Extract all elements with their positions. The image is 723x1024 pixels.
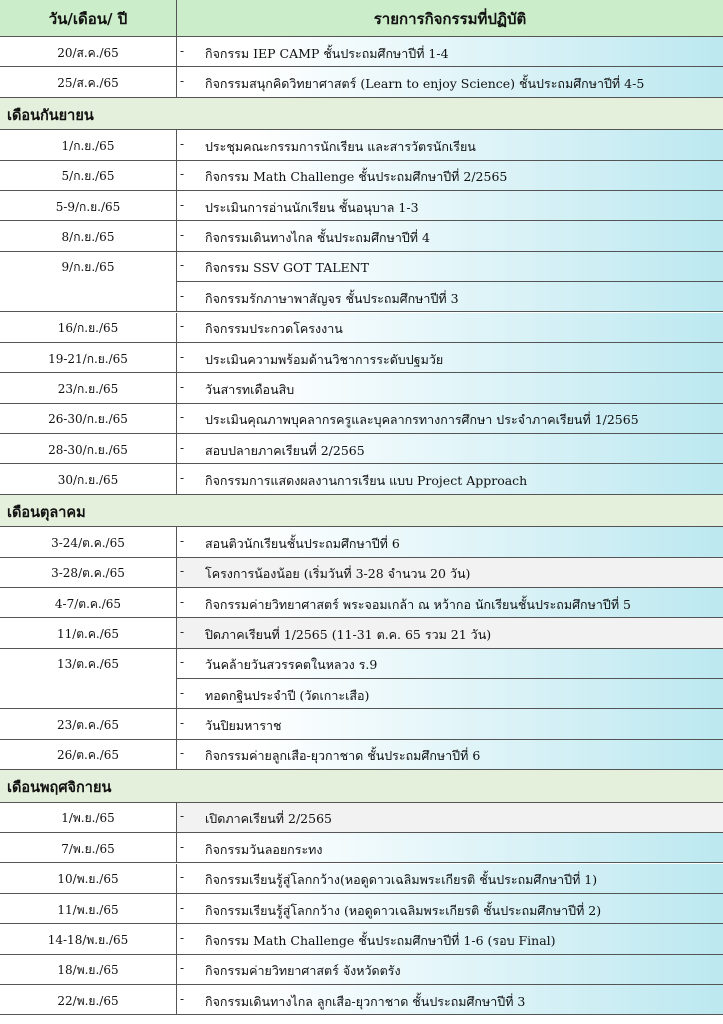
activity-cell: ประเมินการอ่านนักเรียน ชั้นอนุบาล 1-3 <box>205 199 419 215</box>
bullet-dash: - <box>180 470 185 485</box>
bullet-dash: - <box>180 74 185 89</box>
date-cell: 11/พ.ย./65 <box>57 902 119 917</box>
table-row <box>0 527 723 557</box>
table-row <box>0 282 723 312</box>
table-row <box>0 924 723 954</box>
activity-cell: กิจกรรมเดินทางไกล ชั้นประถมศึกษาปีที่ 4 <box>205 230 430 246</box>
date-cell: 3-24/ต.ค./65 <box>51 535 125 550</box>
activity-cell: กิจกรรมการแสดงผลงานการเรียน แบบ Project Approach <box>205 472 528 488</box>
bullet-dash: - <box>180 137 185 152</box>
table-row <box>0 343 723 373</box>
bullet-dash: - <box>180 167 185 182</box>
bullet-dash: - <box>180 594 185 609</box>
activity-cell: โครงการน้องน้อย (เริ่มวันที่ 3-28 จำนวน 20 วัน) <box>205 566 471 582</box>
month-title: เดือนตุลาคม <box>7 503 86 521</box>
date-cell: 26-30/ก.ย./65 <box>48 412 128 427</box>
month-title: เดือนพฤศจิกายน <box>7 779 112 797</box>
bullet-dash: - <box>180 440 185 455</box>
table-row <box>0 618 723 648</box>
table-row <box>0 404 723 434</box>
table-row <box>0 679 723 709</box>
table-row <box>0 37 723 67</box>
table-row <box>0 130 723 160</box>
bullet-dash: - <box>180 900 185 915</box>
activity-cell: ประเมินความพร้อมด้านวิชาการระดับปฐมวัย <box>205 351 444 367</box>
table-row <box>0 740 723 770</box>
activity-cell: กิจกรรม SSV GOT TALENT <box>205 260 369 276</box>
date-cell: 18/พ.ย./65 <box>57 963 119 978</box>
table-row <box>0 803 723 833</box>
activity-cell: กิจกรรมสนุกคิดวิทยาศาสตร์ (Learn to enjoy Science) ชั้นประถมศึกษาปีที่ 4-5 <box>205 76 645 92</box>
date-cell: 26/ต.ค./65 <box>56 748 120 763</box>
activity-cell: เปิดภาคเรียนที่ 2/2565 <box>205 811 332 827</box>
header-activity: รายการกิจกรรมที่ปฏิบัติ <box>373 10 527 28</box>
activity-cell: ทอดกฐินประจำปี (วัดเกาะเสือ) <box>205 687 370 703</box>
date-cell: 10/พ.ย./65 <box>57 872 119 887</box>
bullet-dash: - <box>180 379 185 394</box>
date-cell: 5-9/ก.ย./65 <box>55 199 121 214</box>
bullet-dash: - <box>180 533 185 548</box>
bullet-dash: - <box>180 839 185 854</box>
date-cell: 28-30/ก.ย./65 <box>48 442 128 457</box>
date-cell: 14-18/พ.ย./65 <box>47 932 129 947</box>
bullet-dash: - <box>180 961 185 976</box>
bullet-dash: - <box>180 410 185 425</box>
bullet-dash: - <box>180 746 185 761</box>
activity-cell: กิจกรรมเดินทางไกล ลูกเสือ-ยุวกาชาด ชั้นประถมศึกษาปีที่ 3 <box>205 993 526 1009</box>
table-row <box>0 649 723 679</box>
table-row <box>0 864 723 894</box>
bullet-dash: - <box>180 288 185 303</box>
date-cell: 25/ส.ค./65 <box>57 76 119 91</box>
month-row <box>0 495 723 528</box>
table-row <box>0 252 723 282</box>
table-row <box>0 558 723 588</box>
activity-cell: กิจกรรม Math Challenge ชั้นประถมศึกษาปีที่ 1-6 (รอบ Final) <box>205 932 556 948</box>
date-cell: 23/ต.ค./65 <box>56 718 120 733</box>
activity-cell: ประเมินคุณภาพบุคลากรครูและบุคลากรทางการศึกษา ประจำภาคเรียนที่ 1/2565 <box>205 412 639 428</box>
activity-cell: วันสารทเดือนสิบ <box>205 381 295 397</box>
table-row <box>0 955 723 985</box>
activity-cell: กิจกรรม IEP CAMP ชั้นประถมศึกษาปีที่ 1-4 <box>205 45 449 61</box>
month-title: เดือนกันยายน <box>7 107 94 125</box>
date-cell: 16/ก.ย./65 <box>57 321 119 336</box>
table-row <box>0 985 723 1015</box>
table-header <box>0 0 723 37</box>
activity-cell: ประชุมคณะกรรมการนักเรียน และสารวัตรนักเรียน <box>205 139 476 155</box>
activity-cell: กิจกรรมวันลอยกระทง <box>205 841 323 857</box>
bullet-dash: - <box>180 809 185 824</box>
activity-cell: กิจกรรมประกวดโครงงาน <box>205 321 343 337</box>
table-row <box>0 434 723 464</box>
table-row <box>0 191 723 221</box>
month-row <box>0 98 723 131</box>
date-cell: 5/ก.ย./65 <box>61 169 115 184</box>
bullet-dash: - <box>180 43 185 58</box>
date-cell: 3-28/ต.ค./65 <box>51 566 125 581</box>
date-cell: 30/ก.ย./65 <box>57 472 119 487</box>
table-row <box>0 373 723 403</box>
activity-cell: วันคล้ายวันสวรรคตในหลวง ร.9 <box>205 657 378 673</box>
table-row <box>0 161 723 191</box>
bullet-dash: - <box>180 655 185 670</box>
date-cell: 13/ต.ค./65 <box>56 657 120 672</box>
table-row <box>0 894 723 924</box>
activity-cell: กิจกรรมค่ายลูกเสือ-ยุวกาชาด ชั้นประถมศึกษาปีที่ 6 <box>205 748 481 764</box>
table-row <box>0 833 723 863</box>
activity-cell: สอนติวนักเรียนชั้นประถมศึกษาปีที่ 6 <box>205 535 400 551</box>
bullet-dash: - <box>180 564 185 579</box>
activity-cell: กิจกรรมเรียนรู้สู่โลกกว้าง (หอดูดาวเฉลิมพระเกียรติ ชั้นประถมศึกษาปีที่ 2) <box>205 902 602 918</box>
activity-cell: วันปิยมหาราช <box>205 718 282 734</box>
activity-cell: กิจกรรมรักภาษาพาสัญจร ชั้นประถมศึกษาปีที่ 3 <box>205 290 459 306</box>
date-cell: 1/พ.ย./65 <box>61 811 115 826</box>
date-cell: 4-7/ต.ค./65 <box>54 596 122 611</box>
bullet-dash: - <box>180 228 185 243</box>
bullet-dash: - <box>180 685 185 700</box>
activity-cell: กิจกรรมเรียนรู้สู่โลกกว้าง(หอดูดาวเฉลิมพระเกียรติ ชั้นประถมศึกษาปีที่ 1) <box>205 872 598 888</box>
date-cell: 9/ก.ย./65 <box>61 260 115 275</box>
bullet-dash: - <box>180 197 185 212</box>
table-row <box>0 313 723 343</box>
table-row <box>0 67 723 97</box>
date-cell: 1/ก.ย./65 <box>61 139 115 154</box>
activity-cell: กิจกรรม Math Challenge ชั้นประถมศึกษาปีที่ 2/2565 <box>205 169 508 185</box>
bullet-dash: - <box>180 930 185 945</box>
header-date: วัน/เดือน/ ปี <box>48 10 128 28</box>
bullet-dash: - <box>180 319 185 334</box>
date-cell: 8/ก.ย./65 <box>61 230 115 245</box>
bullet-dash: - <box>180 349 185 364</box>
bullet-dash: - <box>180 258 185 273</box>
activity-cell: กิจกรรมค่ายวิทยาศาสตร์ พระจอมเกล้า ณ หว้ากอ นักเรียนชั้นประถมศึกษาปีที่ 5 <box>205 596 631 612</box>
bullet-dash: - <box>180 716 185 731</box>
activity-cell: ปิดภาคเรียนที่ 1/2565 (11-31 ต.ค. 65 รวม 21 วัน) <box>205 627 492 643</box>
month-row <box>0 770 723 803</box>
activity-cell: สอบปลายภาคเรียนที่ 2/2565 <box>205 442 365 458</box>
bullet-dash: - <box>180 991 185 1006</box>
bullet-dash: - <box>180 625 185 640</box>
table-row <box>0 464 723 494</box>
table-row <box>0 588 723 618</box>
date-cell: 22/พ.ย./65 <box>57 993 119 1008</box>
date-cell: 23/ก.ย./65 <box>57 381 119 396</box>
date-cell: 11/ต.ค./65 <box>56 627 120 642</box>
activity-cell: กิจกรรมค่ายวิทยาศาสตร์ จังหวัดตรัง <box>205 963 401 979</box>
bullet-dash: - <box>180 870 185 885</box>
date-cell: 7/พ.ย./65 <box>61 841 115 856</box>
date-cell: 20/ส.ค./65 <box>57 45 119 60</box>
table-row <box>0 709 723 739</box>
date-cell: 19-21/ก.ย./65 <box>48 351 128 366</box>
table-row <box>0 221 723 251</box>
